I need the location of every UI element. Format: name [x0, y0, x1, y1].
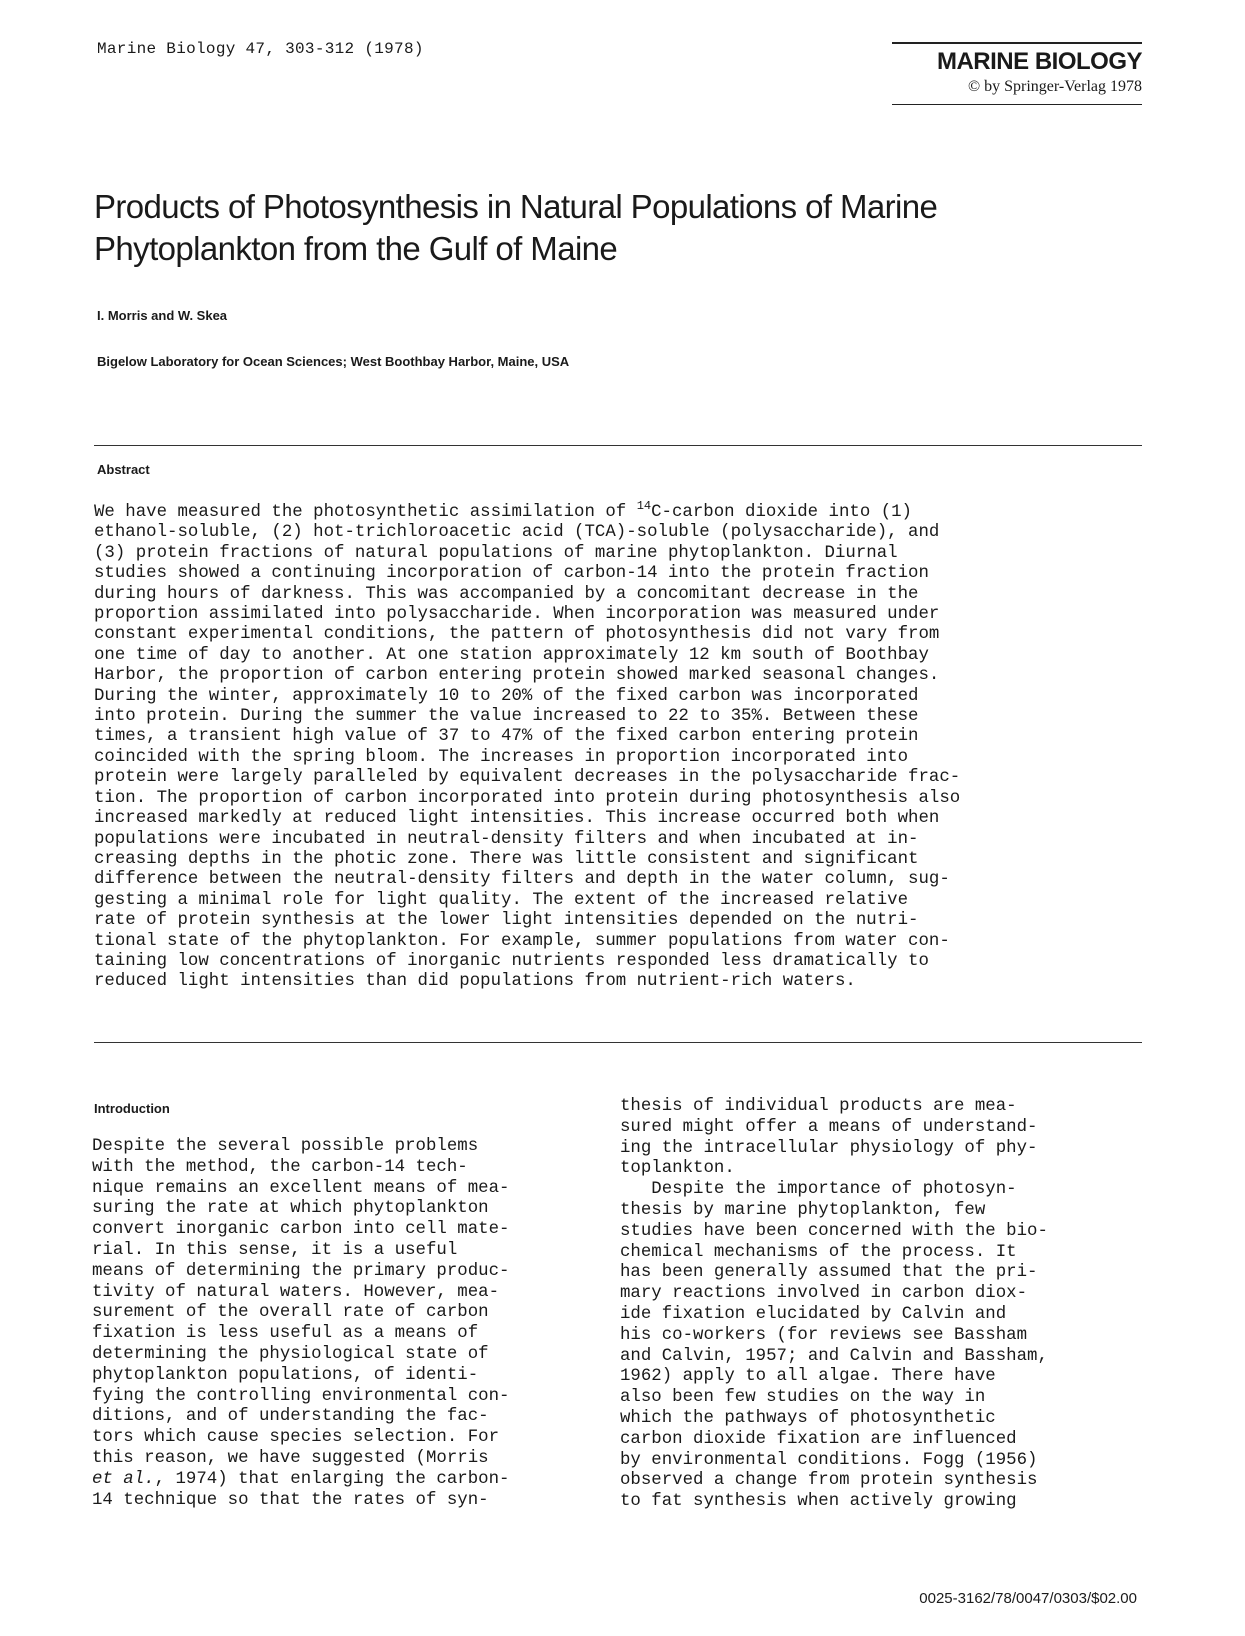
journal-copyright: © by Springer-Verlag 1978 [967, 78, 1142, 95]
abstract-line: ethanol-soluble, (2) hot-trichloroacetic acid (TCA)-soluble (polysaccharide), and [94, 523, 940, 543]
price-code: 0025-3162/78/0047/0303/$02.00 [919, 1590, 1137, 1607]
abstract-body [94, 499, 1154, 993]
abstract-line: During the winter, approximately 10 to 20% of the fixed carbon was incorporated [94, 686, 919, 706]
abstract-heading: Abstract [97, 462, 150, 477]
intro-right-line: chemical mechanisms of the process. It [620, 1242, 1017, 1262]
intro-right-line: by environmental conditions. Fogg (1956) [620, 1450, 1038, 1470]
intro-left-line: surement of the overall rate of carbon [92, 1303, 489, 1323]
abstract-line: increased markedly at reduced light intensities. This increase occurred both when [94, 809, 940, 829]
abstract-line: proportion assimilated into polysaccharide. When incorporation was measured under [94, 605, 940, 625]
intro-right-line: which the pathways of photosynthetic [620, 1408, 996, 1428]
journal-name: MARINE BIOLOGY [936, 48, 1142, 75]
intro-right-line: his co-workers (for reviews see Bassham [620, 1325, 1028, 1345]
intro-left-line: determining the physiological state of [92, 1344, 489, 1364]
abstract-line: one time of day to another. At one station approximately 12 km south of Boothbay [94, 645, 929, 665]
abstract-line: taining low concentrations of inorganic nutrients responded less dramatically to [94, 951, 929, 971]
intro-right-line: 1962) apply to all algae. There have [620, 1367, 996, 1387]
article-authors: I. Morris and W. Skea [97, 308, 228, 323]
intro-left-line: fixation is less useful as a means of [92, 1324, 479, 1344]
abstract-line: Harbor, the proportion of carbon entering protein showed marked seasonal changes. [94, 666, 940, 686]
abstract-rule-bottom [94, 1042, 1142, 1043]
introduction-right-column [620, 1097, 1140, 1513]
intro-right-line: ing the intracellular physiology of phy- [620, 1138, 1038, 1158]
abstract-line: into protein. During the summer the value increased to 22 to 35%. Between these [94, 707, 919, 727]
abstract-line: creasing depths in the photic zone. There was little consistent and significant [94, 849, 919, 869]
abstract-line: (3) protein fractions of natural populations of marine phytoplankton. Diurnal [94, 543, 898, 563]
intro-right-line: Despite the importance of photosyn- [620, 1180, 1017, 1200]
abstract-line: studies showed a continuing incorporation of carbon-14 into the protein fraction [94, 564, 929, 584]
intro-left-line: with the method, the carbon-14 tech- [92, 1157, 468, 1177]
abstract-rule-top [94, 445, 1142, 446]
abstract-line: tional state of the phytoplankton. For example, summer populations from water con- [94, 931, 950, 951]
intro-left-line: phytoplankton populations, of identi- [92, 1365, 479, 1385]
intro-right-line: and Calvin, 1957; and Calvin and Bassham, [620, 1346, 1048, 1366]
article-affiliation: Bigelow Laboratory for Ocean Sciences; West Boothbay Harbor, Maine, USA [97, 354, 570, 369]
intro-left-line: convert inorganic carbon into cell mate- [92, 1220, 510, 1240]
intro-left-line: means of determining the primary produc- [92, 1261, 510, 1281]
masthead-rule-bottom [892, 104, 1142, 105]
intro-left-line: Despite the several possible problems [92, 1137, 479, 1156]
abstract-line: times, a transient high value of 37 to 47% of the fixed carbon entering protein [94, 727, 919, 747]
introduction-left-column [92, 1137, 612, 1511]
article-title: Products of Photosynthesis in Natural Populations of Marine Phytoplankton from the Gulf of Maine [94, 188, 938, 267]
intro-right-line: mary reactions involved in carbon diox- [620, 1284, 1028, 1304]
abstract-line: during hours of darkness. This was accompanied by a concomitant decrease in the [94, 584, 919, 604]
abstract-line: constant experimental conditions, the pattern of photosynthesis did not vary from [94, 625, 940, 645]
intro-right-line: toplankton. [620, 1159, 735, 1179]
intro-right-line: studies have been concerned with the bio- [620, 1221, 1048, 1241]
intro-left-line: ditions, and of understanding the fac- [92, 1407, 489, 1427]
intro-left-line: suring the rate at which phytoplankton [92, 1199, 489, 1219]
intro-right-line: to fat synthesis when actively growing [620, 1492, 1017, 1512]
abstract-line: protein were largely paralleled by equivalent decreases in the polysaccharide frac- [94, 768, 961, 788]
abstract-line: tion. The proportion of carbon incorporated into protein during photosynthesis also [94, 788, 961, 808]
abstract-line: reduced light intensities than did populations from nutrient-rich waters. [94, 972, 856, 992]
journal-citation: Marine Biology 47, 303-312 (1978) [97, 40, 424, 58]
abstract-line: rate of protein synthesis at the lower light intensities depended on the nutri- [94, 911, 919, 931]
intro-right-line: ide fixation elucidated by Calvin and [620, 1304, 1007, 1324]
intro-right-line: carbon dioxide fixation are influenced [620, 1429, 1017, 1449]
abstract-line: We have measured the photosynthetic assimilation of $^{14}$C-carbon dioxide into (1) [94, 499, 912, 522]
journal-masthead [892, 42, 1142, 105]
intro-left-line: tors which cause species selection. For [92, 1428, 500, 1448]
intro-left-line: rial. In this sense, it is a useful [92, 1240, 458, 1260]
intro-right-line: thesis by marine phytoplankton, few [620, 1200, 986, 1220]
intro-right-line: thesis of individual products are mea- [620, 1097, 1017, 1116]
intro-left-line: fying the controlling environmental con- [92, 1386, 510, 1406]
intro-right-line: sured might offer a means of understand- [620, 1117, 1038, 1137]
abstract-line: populations were incubated in neutral-density filters and when incubated at in- [94, 829, 919, 849]
intro-right-line: observed a change from protein synthesis [620, 1471, 1038, 1491]
abstract-line: coincided with the spring bloom. The increases in proportion incorporated into [94, 747, 909, 767]
intro-right-line: also been few studies on the way in [620, 1388, 986, 1408]
abstract-line: gesting a minimal role for light quality. The extent of the increased relative [94, 890, 909, 910]
intro-left-line: nique remains an excellent means of mea- [92, 1178, 510, 1198]
masthead-rule-top [892, 42, 1142, 44]
intro-left-line: this reason, we have suggested (Morris [92, 1448, 489, 1468]
intro-left-line: 14 technique so that the rates of syn- [92, 1490, 489, 1510]
intro-left-line: et al., 1974) that enlarging the carbon- [92, 1469, 510, 1489]
introduction-heading: Introduction [94, 1101, 170, 1116]
intro-right-line: has been generally assumed that the pri- [620, 1263, 1038, 1283]
abstract-line: difference between the neutral-density filters and depth in the water column, sug- [94, 870, 950, 890]
intro-left-line: tivity of natural waters. However, mea- [92, 1282, 500, 1302]
